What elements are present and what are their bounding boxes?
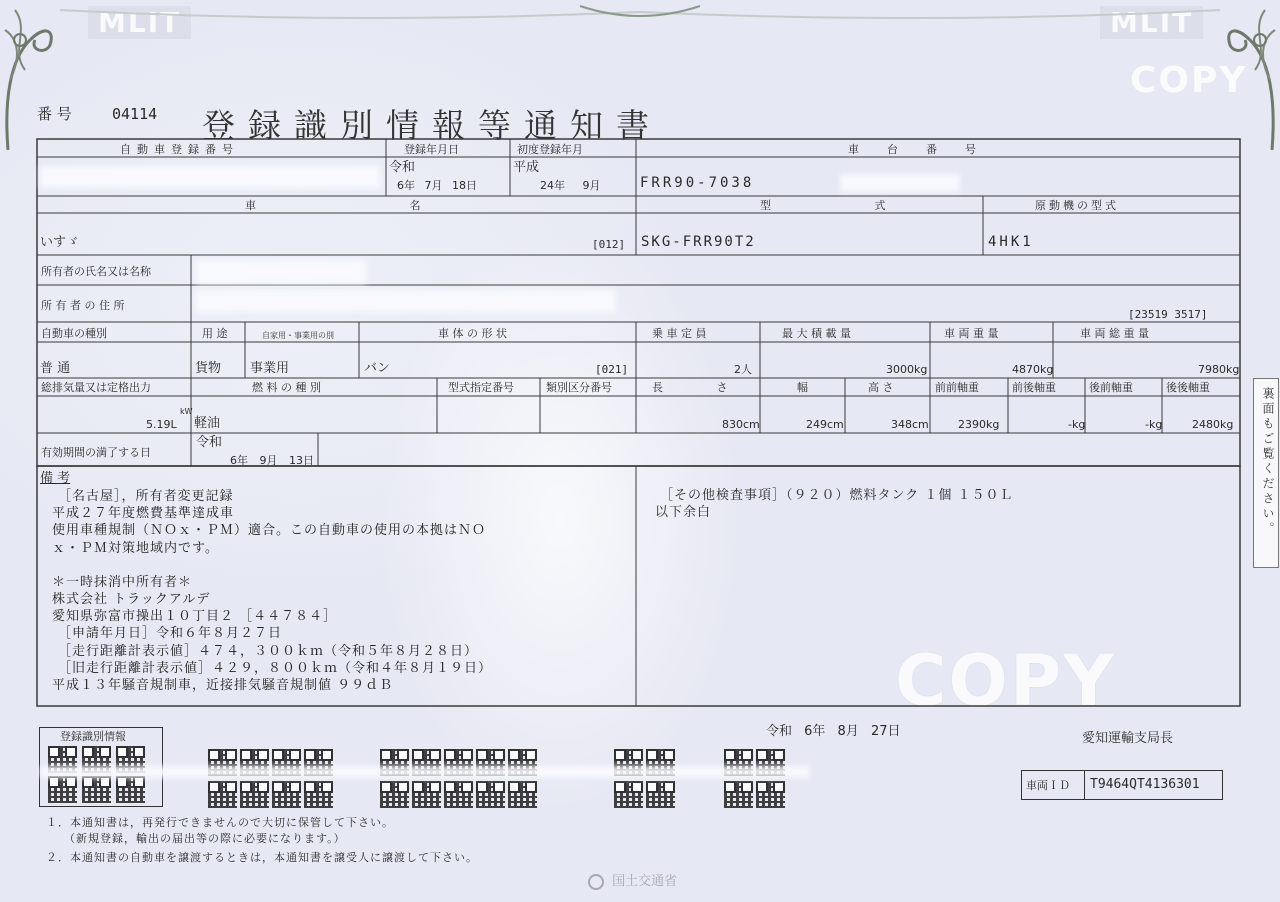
header-private-business: 自家用・事業用の別 <box>262 331 334 340</box>
mlit-logo-mark-icon <box>588 874 604 890</box>
kind-value: 普 通 <box>40 361 71 376</box>
engine-value: 4HK1 <box>988 234 1034 250</box>
remarks-line: ［旧走行距離計表示値］４２９，８００ｋｍ（令和４年８月１９日） <box>58 660 493 676</box>
vehicle-id-divider <box>1084 771 1085 799</box>
gross-weight-value: 7980kg <box>1198 363 1240 376</box>
address-code: [23519 3517] <box>1128 308 1208 321</box>
mlit-watermark-left: MLIT <box>88 6 191 39</box>
note-1: １．本通知書は，再発行できませんので大切に保管して下さい。 <box>46 816 394 829</box>
number-value: 04114 <box>112 105 158 123</box>
qr-code-icon <box>272 781 301 808</box>
qr-code-icon <box>208 781 237 808</box>
header-rear-front-axle: 後前軸重 <box>1089 381 1133 394</box>
header-vehicle-weight: 車 両 重 量 <box>944 327 999 340</box>
qr-code-icon <box>412 781 441 808</box>
body-shape-code: [021] <box>595 363 629 376</box>
rear-rear-axle-value: 2480kg <box>1192 418 1234 431</box>
header-front-front-axle: 前前軸重 <box>935 381 979 394</box>
first-reg-era: 平成 <box>513 160 540 175</box>
header-reg-no: 自動車登録番号 <box>120 143 239 156</box>
header-expiry: 有効期間の満了する日 <box>41 446 151 459</box>
length-value: 830cm <box>722 418 760 431</box>
qr-code-icon <box>724 781 753 808</box>
redacted-chassis-suffix <box>840 174 960 192</box>
remarks-left <box>52 488 492 694</box>
side-note-text: 裏面もご覧ください。 <box>1261 387 1275 537</box>
mlit-logo-text: 国土交通省 <box>612 874 678 889</box>
header-engine: 原動機の型式 <box>1035 199 1119 212</box>
header-vehicle-name: 車 名 <box>245 199 421 212</box>
header-body-shape: 車 体 の 形 状 <box>438 327 507 340</box>
header-reg-date: 登録年月日 <box>404 143 459 156</box>
front-front-axle-value: 2390kg <box>958 418 1000 431</box>
remarks-line: ＊一時抹消中所有者＊ <box>52 574 193 590</box>
qr-code-icon <box>444 781 473 808</box>
header-type-no: 型式指定番号 <box>448 381 514 394</box>
vehicle-id-label: 車両ＩＤ <box>1026 779 1070 792</box>
header-chassis: 車台番号 <box>848 143 1004 156</box>
header-owner-name: 所有者の氏名又は名称 <box>41 265 151 278</box>
reg-info-label: 登録識別情報 <box>60 730 126 743</box>
mlit-logo <box>588 870 677 890</box>
qr-code-icon <box>116 776 145 803</box>
redacted-reg-no <box>40 166 380 188</box>
model-value: SKG-FRR90T2 <box>641 234 756 250</box>
reg-date: 6年 7月 18日 <box>397 179 477 192</box>
use-value: 貨物 <box>195 361 222 376</box>
header-front-rear-axle: 前後軸重 <box>1012 381 1056 394</box>
header-fuel: 燃 料 の 種 別 <box>252 381 321 394</box>
remarks-line: 愛知県弥富市操出１０丁目２ ［４４７８４］ <box>52 609 338 625</box>
qr-code-icon <box>476 781 505 808</box>
expiry-date: 6年 9月 13日 <box>230 454 314 467</box>
qr-code-icon <box>508 781 537 808</box>
remarks-label: 備 考 <box>40 471 71 486</box>
header-model: 型 式 <box>760 199 886 212</box>
header-use: 用 途 <box>202 327 228 340</box>
chassis-number: FRR90-7038 <box>640 175 755 191</box>
remarks-right-line2: 以下余白 <box>655 505 712 520</box>
issue-date: 令和 6年 8月 27日 <box>766 724 901 739</box>
first-reg-date: 24年 9月 <box>540 179 601 192</box>
remarks-line: 株式会社 トラックアルデ <box>52 592 211 608</box>
remarks-line: 使用車種規制（ＮＯｘ・ＰＭ）適合。この自動車の使用の本拠はＮＯ <box>52 523 487 539</box>
expiry-era: 令和 <box>196 435 223 450</box>
height-value: 348cm <box>891 418 929 431</box>
remarks-right-line1: ［その他検査事項］（９２０）燃料タンク １個 １５０Ｌ <box>660 488 1014 503</box>
note-2: ２．本通知書の自動車を譲渡するときは，本通知書を譲受人に譲渡して下さい。 <box>46 851 478 864</box>
vehicle-id-value: T9464QT4136301 <box>1090 777 1200 792</box>
header-width: 幅 <box>797 381 808 394</box>
copy-watermark-small: COPY <box>1130 60 1248 101</box>
qr-code-icon <box>48 776 77 803</box>
maker-name: いすゞ <box>40 235 80 250</box>
fuel-value: 軽油 <box>194 416 221 431</box>
header-kind: 自動車の種別 <box>41 327 107 340</box>
qr-code-icon <box>756 781 785 808</box>
remarks-line: ｘ・ＰＭ対策地域内です。 <box>52 540 219 556</box>
header-max-load: 最 大 積 載 量 <box>782 327 851 340</box>
vehicle-weight-value: 4870kg <box>1012 363 1054 376</box>
header-length: 長 さ <box>652 381 728 394</box>
maker-code: [012] <box>592 238 626 251</box>
qr-code-icon <box>240 781 269 808</box>
redacted-owner-name <box>196 260 366 284</box>
header-capacity: 乗 車 定 員 <box>652 327 707 340</box>
side-note-box <box>1253 378 1279 568</box>
qr-code-icon <box>304 781 333 808</box>
issuer: 愛知運輸支局長 <box>1082 731 1174 746</box>
document-title: 登録識別情報等通知書 <box>202 106 662 145</box>
capacity-value: 2人 <box>734 363 752 376</box>
qr-code-icon <box>380 781 409 808</box>
displacement-unit: kW <box>180 407 193 416</box>
remarks-line: ［申請年月日］令和６年８月２７日 <box>58 626 283 642</box>
note-1b: （新規登録，輸出の届出等の際に必要になります。） <box>64 832 346 845</box>
remarks-line: ［名古屋］，所有者変更記録 <box>58 489 234 504</box>
displacement-value: 5.19L <box>146 418 177 431</box>
mlit-watermark-right: MLIT <box>1100 6 1203 39</box>
private-business-value: 事業用 <box>250 361 290 376</box>
body-shape-value: バン <box>364 361 391 376</box>
header-class-no: 類別区分番号 <box>546 381 612 394</box>
vehicle-id-box <box>1021 770 1223 800</box>
header-displacement: 総排気量又は定格出力 <box>41 381 151 394</box>
copy-watermark-large: COPY <box>895 640 1116 722</box>
remarks-line: 平成２７年度燃費基準達成車 <box>52 506 235 522</box>
header-first-reg: 初度登録年月 <box>517 143 583 156</box>
remarks-line <box>52 557 492 574</box>
remarks-line: ［走行距離計表示値］４７４，３００ｋｍ（令和５年８月２８日） <box>58 643 479 659</box>
header-owner-address: 所 有 者 の 住 所 <box>41 299 125 312</box>
redacted-strip <box>40 766 810 778</box>
header-rear-rear-axle: 後後軸重 <box>1166 381 1210 394</box>
front-rear-axle-value: -kg <box>1068 418 1086 431</box>
qr-code-icon <box>646 781 675 808</box>
reg-era: 令和 <box>389 160 416 175</box>
remarks-line: 平成１３年騒音規制車，近接排気騒音規制値 ９９ｄＢ <box>52 678 394 694</box>
max-load-value: 3000kg <box>886 363 928 376</box>
qr-code-icon <box>82 776 111 803</box>
qr-code-icon <box>614 781 643 808</box>
number-label: 番 号 <box>37 105 72 123</box>
redacted-owner-address <box>196 290 616 312</box>
header-height: 高 さ <box>868 381 894 394</box>
width-value: 249cm <box>806 418 844 431</box>
header-gross-weight: 車 両 総 重 量 <box>1080 327 1149 340</box>
rear-front-axle-value: -kg <box>1145 418 1163 431</box>
